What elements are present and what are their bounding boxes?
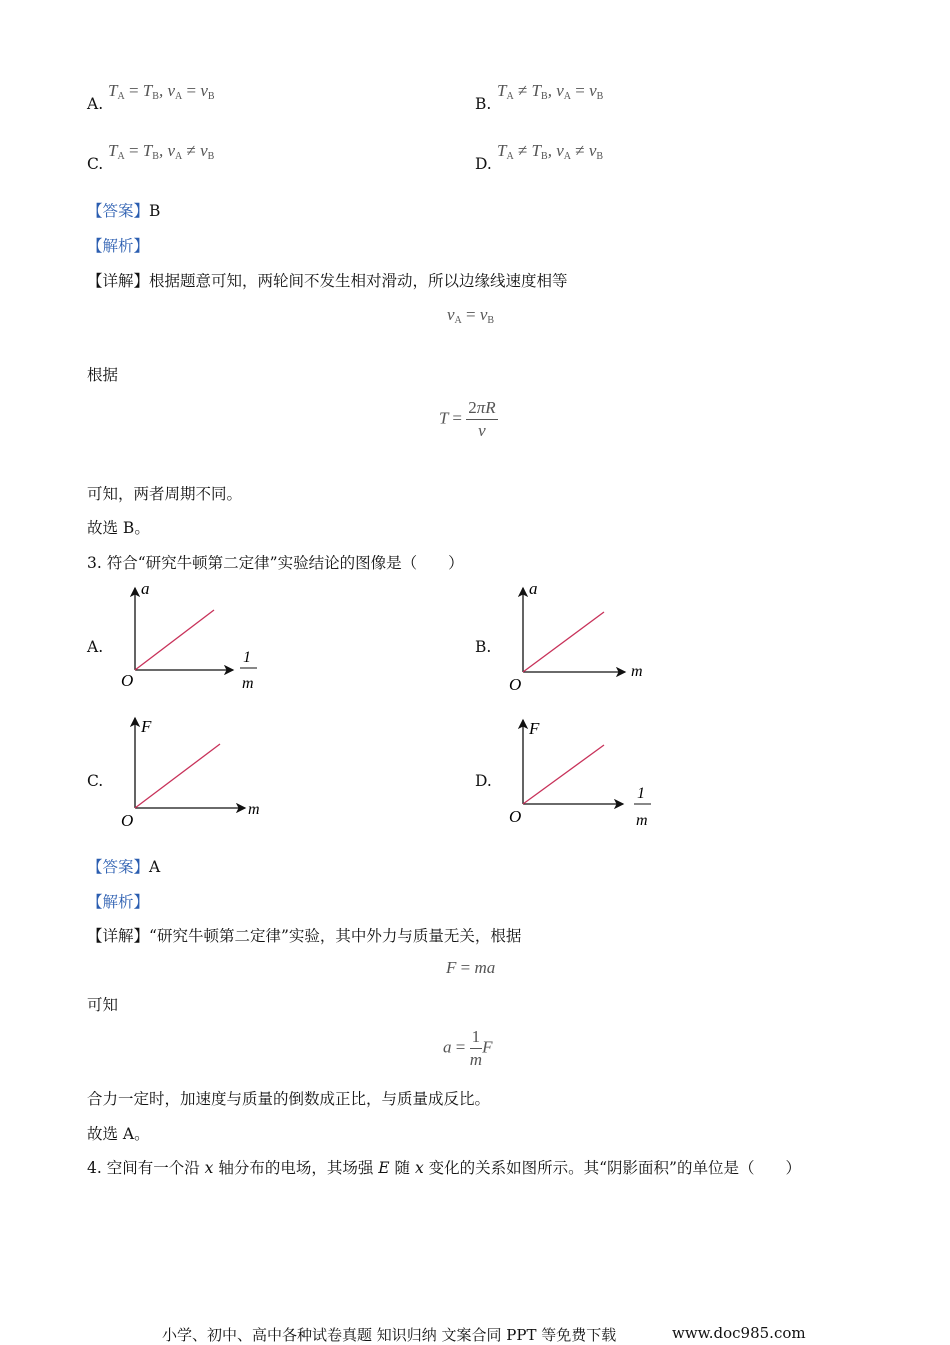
graph-line (523, 745, 604, 804)
origin-label: O (121, 671, 134, 690)
q2-option-d-formula: $T_A \ne T_B$, $v_A \ne v_B$ (497, 141, 604, 162)
q3-option-d-label: D. (475, 772, 492, 790)
y-axis-label: a (141, 580, 150, 598)
q3-conclusion-2: 故选 A。 (87, 1125, 150, 1143)
q3-option-c-label: C. (87, 772, 104, 790)
q2-option-a-formula: $T_A = T_B$, $v_A = v_B$ (108, 81, 215, 102)
x-axis-label: m (248, 801, 260, 818)
graph-line (135, 744, 220, 808)
q3-analysis-tag: 【解析】 (87, 893, 150, 911)
q3-detail: 【详解】“研究牛顿第二定律”实验，其中外力与质量无关，根据 (87, 927, 522, 945)
x-axis-numerator: 1 (243, 649, 251, 666)
q3-equation-acceleration: a = $\frac{1}{m}$ F (443, 1027, 493, 1069)
q3-conclusion-1: 合力一定时，加速度与质量的倒数成正比，与质量成反比。 (87, 1090, 491, 1108)
q2-option-c-label: C. (87, 155, 104, 173)
q3-option-d-graph (503, 712, 663, 832)
q2-equation-velocity: $v_A = v_B$ (447, 305, 495, 326)
x-axis-label: m (631, 663, 643, 680)
x-axis-denominator: m (636, 812, 648, 829)
q2-equation-period: T = $\frac{2\pi R}{v}$ (439, 398, 496, 440)
y-axis-label: F (529, 719, 540, 738)
q2-conclusion-2: 故选 B。 (87, 519, 150, 537)
q2-option-b-label: B. (475, 95, 492, 113)
q2-conclusion-1: 可知，两者周期不同。 (87, 485, 243, 503)
q3-option-c-graph (115, 712, 275, 832)
q2-option-a-label: A. (87, 95, 104, 113)
origin-label: O (509, 675, 522, 694)
q2-option-b-formula: $T_A \ne T_B$, $v_A = v_B$ (497, 81, 604, 102)
y-axis-label: F (141, 717, 152, 736)
q3-option-b-graph (503, 580, 663, 695)
q2-analysis-tag: 【解析】 (87, 237, 150, 255)
q3-basis: 可知 (87, 996, 119, 1014)
q3-equation-newton: F = ma (446, 958, 496, 977)
footer-url[interactable]: www.doc985.com (672, 1324, 806, 1342)
q2-detail: 【详解】根据题意可知，两轮间不发生相对滑动，所以边缘线速度相等 (87, 272, 568, 290)
q3-option-a-graph (115, 580, 275, 695)
q2-option-d-label: D. (475, 155, 492, 173)
graph-line (523, 612, 604, 672)
x-axis-numerator: 1 (637, 785, 645, 802)
origin-label: O (509, 807, 522, 826)
q2-option-c-formula: $T_A = T_B$, $v_A \ne v_B$ (108, 141, 215, 162)
q4-stem: 4. 空间有一个沿 x 轴分布的电场，其场强 E 随 x 变化的关系如图所示。其“阴影面积”的单位是（ ） (87, 1159, 801, 1177)
q2-answer: 【答案】B (87, 202, 161, 220)
origin-label: O (121, 811, 134, 830)
q3-stem: 3. 符合“研究牛顿第二定律”实验结论的图像是（ ） (87, 554, 464, 572)
graph-line (135, 610, 214, 670)
q3-answer: 【答案】A (87, 858, 161, 876)
x-axis-denominator: m (242, 675, 254, 692)
q3-option-b-label: B. (475, 638, 492, 656)
y-axis-label: a (529, 580, 538, 598)
footer-text: 小学、初中、高中各种试卷真题 知识归纳 文案合同 PPT 等免费下载 (162, 1326, 617, 1344)
q2-basis: 根据 (87, 366, 119, 384)
q3-option-a-label: A. (87, 638, 104, 656)
